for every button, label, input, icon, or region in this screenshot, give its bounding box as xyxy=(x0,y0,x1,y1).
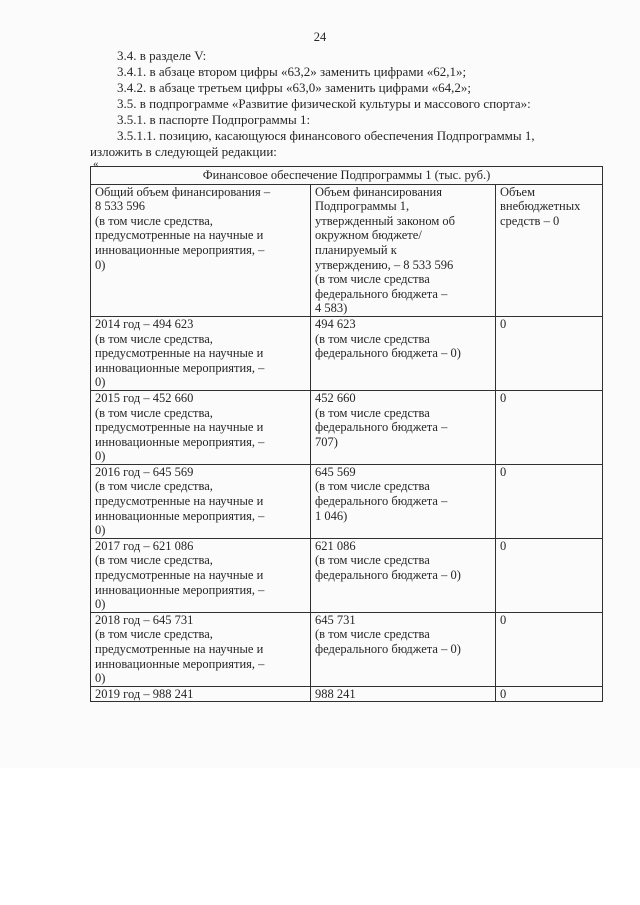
table-caption: Финансовое обеспечение Подпрограммы 1 (тыс. руб.) xyxy=(91,167,603,185)
cell-line: 2015 год – 452 660 xyxy=(95,390,194,405)
cell-line: 0 xyxy=(500,612,507,627)
cell-line: окружном бюджете/ xyxy=(315,228,422,243)
table-cell-col2 xyxy=(311,686,496,702)
table-row xyxy=(91,316,603,390)
cell-line: 2019 год – 988 241 xyxy=(95,686,194,701)
table-cell-col3 xyxy=(496,184,603,316)
cell-line: (в том числе средства xyxy=(315,627,430,642)
cell-line: федерального бюджета – xyxy=(315,494,448,509)
table-cell-col3 xyxy=(496,612,603,686)
cell-line: средств – 0 xyxy=(500,213,560,228)
financing-table xyxy=(90,166,603,702)
cell-line: инновационные мероприятия, – xyxy=(95,242,265,257)
table-cell-col3 xyxy=(496,390,603,464)
cell-line: Объем xyxy=(500,184,535,199)
table-cell-col2 xyxy=(311,184,496,316)
table-header-row xyxy=(91,184,603,316)
table-cell-col1 xyxy=(91,184,311,316)
cell-line: инновационные мероприятия, – xyxy=(95,434,265,449)
cell-line: утвержденный законом об xyxy=(315,213,455,228)
paragraph: 3.4.1. в абзаце втором цифры «63,2» заменить цифрами «62,1»; xyxy=(117,64,467,79)
cell-line: 2016 год – 645 569 xyxy=(95,464,194,479)
table-cell-col1 xyxy=(91,390,311,464)
cell-line: федерального бюджета – 0) xyxy=(315,568,461,583)
cell-line: 0) xyxy=(95,671,106,686)
cell-line: 8 533 596 xyxy=(95,199,145,214)
cell-line: (в том числе средства, xyxy=(95,331,213,346)
table-cell-col3 xyxy=(496,464,603,538)
cell-line: 2014 год – 494 623 xyxy=(95,316,194,331)
table-cell-col3 xyxy=(496,538,603,612)
blank-area xyxy=(0,768,640,905)
cell-line: (в том числе средства xyxy=(315,553,430,568)
paragraph: 3.4.2. в абзаце третьем цифры «63,0» заменить цифрами «64,2»; xyxy=(117,80,472,95)
cell-line: 0) xyxy=(95,597,106,612)
table-cell-col2 xyxy=(311,538,496,612)
paragraph: 3.5. в подпрограмме «Развитие физической культуры и массового спорта»: xyxy=(117,96,531,111)
table-cell-col1 xyxy=(91,686,311,702)
cell-line: предусмотренные на научные и xyxy=(95,346,264,361)
cell-line: предусмотренные на научные и xyxy=(95,494,264,509)
cell-line: 0 xyxy=(500,316,507,331)
cell-line: 494 623 xyxy=(315,316,356,331)
cell-line: предусмотренные на научные и xyxy=(95,642,264,656)
cell-line: планируемый к xyxy=(315,242,397,257)
table-cell-col2 xyxy=(311,612,496,686)
cell-line: 988 241 xyxy=(315,686,356,701)
cell-line: инновационные мероприятия, – xyxy=(95,360,265,375)
cell-line: утверждению, – 8 533 596 xyxy=(315,257,454,272)
cell-line: 2017 год – 621 086 xyxy=(95,538,194,553)
cell-line: 0) xyxy=(95,523,106,538)
cell-line: (в том числе средства, xyxy=(95,213,213,228)
cell-line: (в том числе средства, xyxy=(95,553,213,568)
cell-line: (в том числе средства xyxy=(315,272,430,287)
cell-line: 0 xyxy=(500,538,507,553)
cell-line: федерального бюджета – xyxy=(315,420,448,435)
table-cell-col1 xyxy=(91,612,311,686)
table-cell-col1 xyxy=(91,316,311,390)
table-cell-col3 xyxy=(496,686,603,702)
cell-line: (в том числе средства xyxy=(315,331,430,346)
cell-line: предусмотренные на научные и xyxy=(95,420,264,435)
page-number: 24 xyxy=(313,30,327,44)
table-row xyxy=(91,390,603,464)
paragraph: 3.5.1. в паспорте Подпрограммы 1: xyxy=(117,112,311,127)
cell-line: (в том числе средства, xyxy=(95,479,213,494)
cell-line: 0 xyxy=(500,686,507,701)
cell-line: федерального бюджета – 0) xyxy=(315,346,461,361)
cell-line: (в том числе средства xyxy=(315,405,430,420)
cell-line: (в том числе средства xyxy=(315,479,430,494)
cell-line: федерального бюджета – xyxy=(315,286,448,301)
cell-line: 4 583) xyxy=(315,301,348,316)
paragraph: 3.4. в разделе V: xyxy=(117,48,207,63)
table-row xyxy=(91,612,603,686)
cell-line: предусмотренные на научные и xyxy=(95,568,264,583)
cell-line: предусмотренные на научные и xyxy=(95,228,264,243)
cell-line: 707) xyxy=(315,434,338,449)
cell-line: 0) xyxy=(95,257,106,272)
opening-quote: « xyxy=(93,158,99,170)
cell-line: 645 731 xyxy=(315,612,356,627)
cell-line: Объем финансирования xyxy=(315,184,442,199)
table-cell-col2 xyxy=(311,464,496,538)
cell-line: 1 046) xyxy=(315,508,348,523)
table-cell-col3 xyxy=(496,316,603,390)
table-cell-col1 xyxy=(91,538,311,612)
cell-line: 645 569 xyxy=(315,464,356,479)
cell-line: (в том числе средства, xyxy=(95,627,213,642)
cell-line: 452 660 xyxy=(315,390,356,405)
cell-line: Общий объем финансирования – xyxy=(95,184,271,199)
table-row xyxy=(91,686,603,702)
cell-line: 0) xyxy=(95,449,106,464)
cell-line: 621 086 xyxy=(315,538,356,553)
cell-line: инновационные мероприятия, – xyxy=(95,656,265,671)
cell-line: Подпрограммы 1, xyxy=(315,199,410,214)
table-cell-col2 xyxy=(311,390,496,464)
cell-line: 0) xyxy=(95,375,106,390)
paragraph: 3.5.1.1. позицию, касающуюся финансового обеспечения Подпрограммы 1, xyxy=(117,128,535,143)
cell-line: (в том числе средства, xyxy=(95,405,213,420)
cell-line: 2018 год – 645 731 xyxy=(95,612,194,627)
cell-line: инновационные мероприятия, – xyxy=(95,508,265,523)
paragraph: изложить в следующей редакции: xyxy=(90,144,277,159)
cell-line: инновационные мероприятия, – xyxy=(95,582,265,597)
table-cell-col2 xyxy=(311,316,496,390)
cell-line: 0 xyxy=(500,464,507,479)
table-row xyxy=(91,538,603,612)
table-caption-row xyxy=(91,167,603,185)
cell-line: 0 xyxy=(500,390,507,405)
cell-line: федерального бюджета – 0) xyxy=(315,642,461,656)
table-row xyxy=(91,464,603,538)
table-cell-col1 xyxy=(91,464,311,538)
cell-line: внебюджетных xyxy=(500,199,581,214)
